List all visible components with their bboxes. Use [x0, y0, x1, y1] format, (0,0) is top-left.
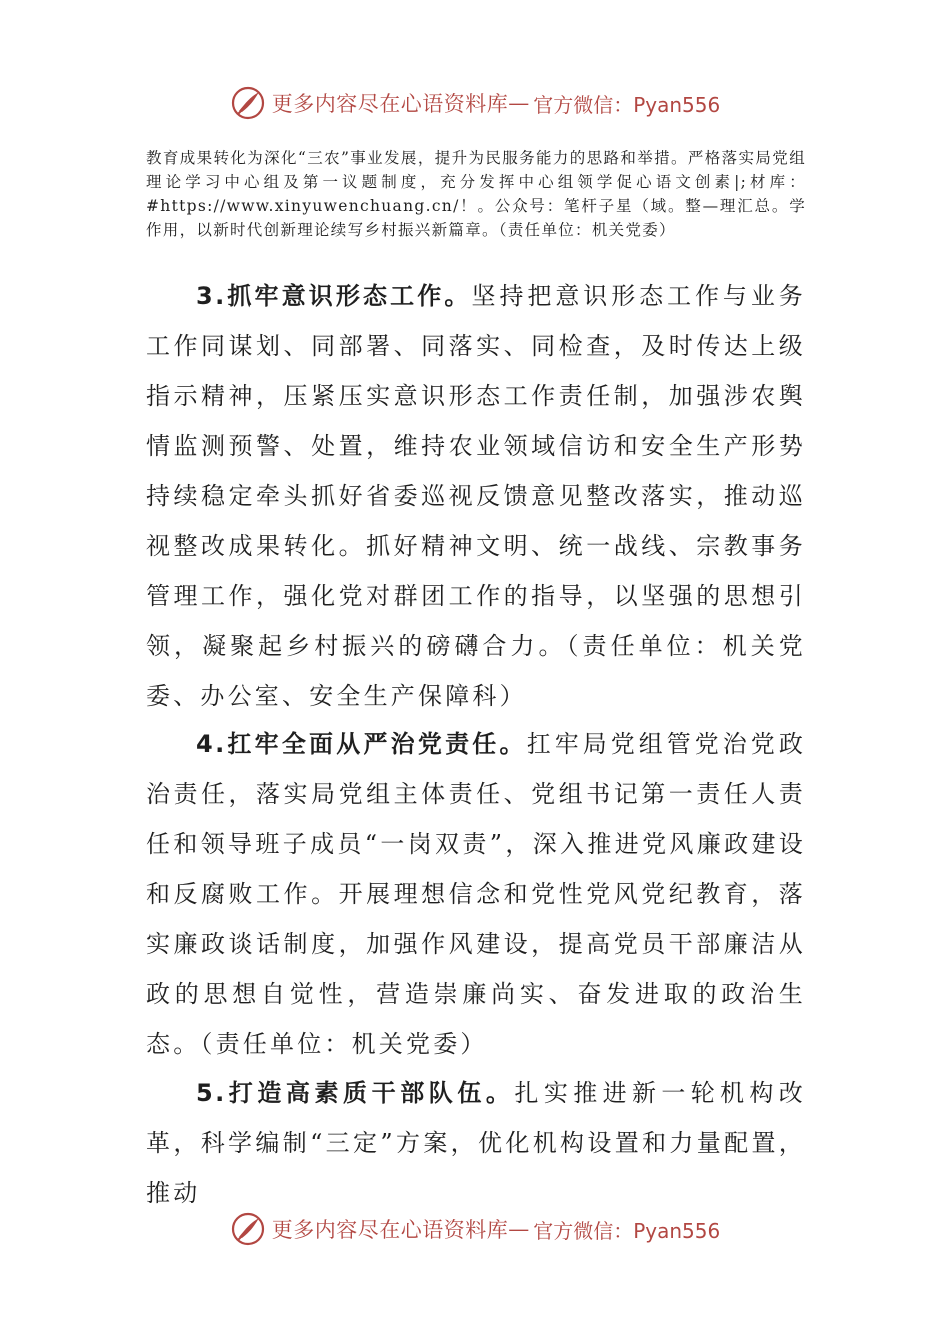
section-text: 坚持把意识形态工作与业务工作同谋划、同部署、同落实、同检查，及时传达上级指示精神，压紧压实意识形态工作责任制，加强涉农舆情监测预警、处置，维持农业领域信访和安全生产形势持续稳定牵头抓好省委巡视反馈意见整改落实，推动巡视整改成果转化。抓好精神文明、统一战线、宗教事务管理工作，强化党对群团工作的指导，以坚强的思想引领，凝聚起乡村振兴的磅礴合力。（责任单位：机关党委、办公室、安全生产保障科）	[146, 282, 806, 710]
section-heading: 3.抓牢意识形态工作。	[196, 282, 472, 310]
banner-separator: —	[508, 91, 530, 115]
section-3	[146, 271, 806, 721]
section-heading: 4.扛牢全面从严治党责任。	[196, 730, 527, 758]
banner-wechat: 官方微信：Pyan556	[533, 1218, 721, 1243]
footer-banner	[0, 1209, 950, 1249]
banner-separator: —	[508, 1217, 530, 1241]
intro-text: 教育成果转化为深化“三农”事业发展，提升为民服务能力的思路和举措。严格落实局党组理论学习中心组及第一议题制度，充分发挥中心组领学促心语文创素|;材库：#https://www.xinyuwenchuang.cn/！。公众号：笔杆子星（域。整—理汇总。学作用，以新时代创新理论续写乡村振兴新篇章。（责任单位：机关党委）	[146, 149, 806, 239]
banner-text: 更多内容尽在心语资料库	[271, 1218, 509, 1242]
banner-text: 更多内容尽在心语资料库	[271, 92, 509, 116]
section-4	[146, 719, 806, 1069]
section-heading: 5.打造高素质干部队伍。	[196, 1079, 515, 1107]
intro-paragraph	[146, 146, 806, 242]
header-banner	[0, 83, 950, 123]
quill-logo-icon	[230, 85, 266, 121]
banner-wechat: 官方微信：Pyan556	[533, 92, 721, 117]
section-text: 扎实推进新一轮机构改革，科学编制“三定”方案，优化机构设置和力量配置，推动	[146, 1079, 807, 1207]
section-5	[146, 1068, 806, 1218]
section-text: 扛牢局党组管党治党政治责任，落实局党组主体责任、党组书记第一责任人责任和领导班子成员“一岗双责”，深入推进党风廉政建设和反腐败工作。开展理想信念和党性党风党纪教育，落实廉政谈话制度，加强作风建设，提高党员干部廉洁从政的思想自觉性，营造崇廉尚实、奋发进取的政治生态。（责任单位：机关党委）	[146, 730, 807, 1058]
quill-logo-icon	[230, 1211, 266, 1247]
